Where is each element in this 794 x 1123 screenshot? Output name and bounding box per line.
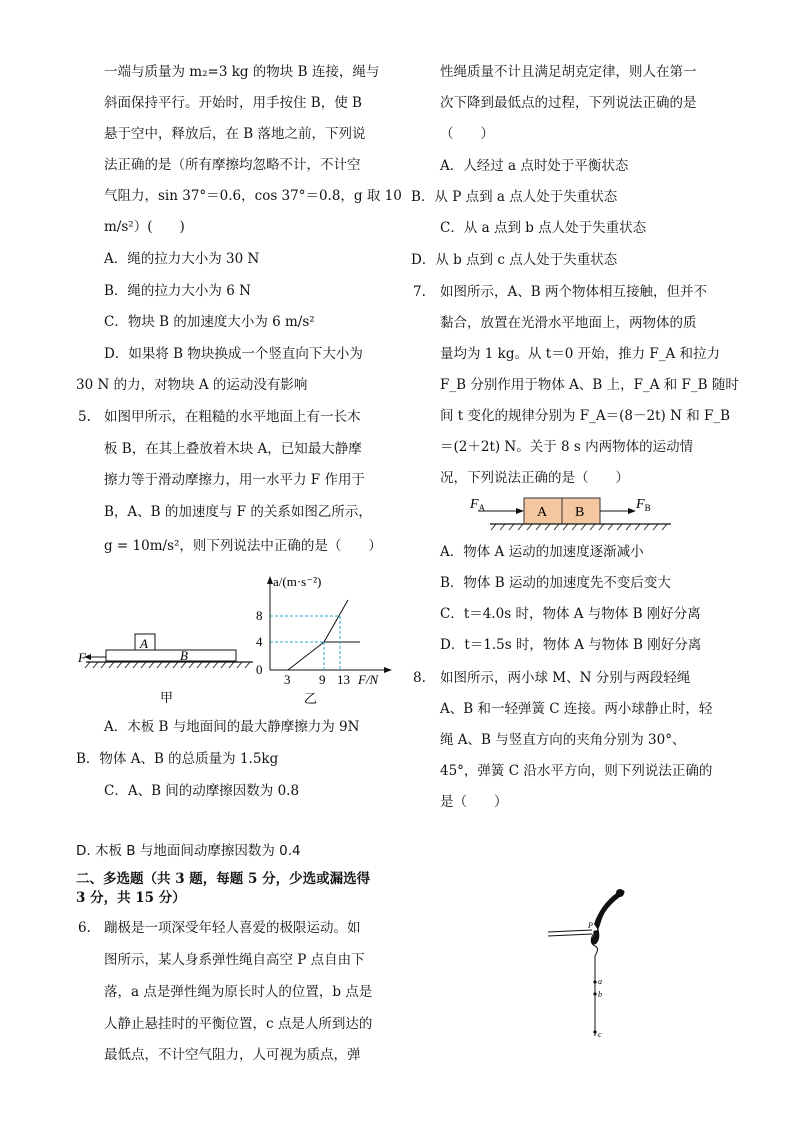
q7-option-b: B．物体 B 运动的加速度先不变后变大 [440,575,671,591]
board-b [106,648,236,663]
point-c-dot [593,1030,596,1033]
q5-option-d: D. 木板 B 与地面间动摩擦因数为 0.4 [76,843,301,859]
q5-line-5: g = 10m/s²，则下列说法中正确的是（ ） [104,538,382,554]
ground [85,662,253,668]
q4-line-6: m/s²）( ) [104,219,185,235]
q7-option-a: A．物体 A 运动的加速度逐渐减小 [440,544,644,560]
block-a-label: A [140,636,148,651]
dashed-guides [270,616,340,670]
q6-line-4: 人静止悬挂时的平衡位置，c 点是人所到达的 [104,1016,373,1032]
q5-line-2: 板 B，在其上叠放着木块 A，已知最大静摩 [104,441,362,457]
q8-line-4: 45°，弹簧 C 沿水平方向，则下列说法正确的 [440,763,713,779]
point-b-label: b [598,990,602,999]
q8-line-2: A、B 和一轻弹簧 C 连接。两小球静止时，轻 [440,701,713,717]
q6-line-1: 蹦极是一项深受年轻人喜爱的极限运动。如 [104,920,361,936]
q5-option-c: C．A、B 间的动摩擦因数为 0.8 [104,783,300,799]
bungee-figure [546,884,636,1044]
q7-line-4: F_B 分别作用于物体 A、B 上，F_A 和 F_B 随时 [440,377,739,393]
jumper-silhouette [591,889,624,945]
q4-option-d-cont: 30 N 的力，对物块 A 的运动没有影响 [76,377,308,393]
q6-option-a: A．人经过 a 点时处于平衡状态 [440,158,629,174]
q4-line-3: 悬于空中，释放后，在 B 落地之前，下列说 [104,126,366,142]
q6-cont-line-1: 性绳质量不计且满足胡克定律，则人在第一 [440,64,697,80]
q7-line-5: 间 t 变化的规律分别为 F_A＝(8－2t) N 和 F_B [440,408,731,424]
q8-line-3: 绳 A、B 与竖直方向的夹角分别为 30°、 [440,732,686,748]
point-a-dot [593,980,596,983]
force-f-label: F [78,650,86,665]
y-tick-8: 8 [256,608,263,623]
point-p-dot [593,930,596,933]
box-a-label: A [537,505,548,520]
q4-line-5: 气阻力，sin 37°＝0.6，cos 37°＝0.8，g 取 10 [104,188,402,204]
section-2-heading-line-1: 二、多选题（共 3 题，每题 5 分，少选或漏选得 [76,871,371,887]
q7-number: 7. [413,284,426,300]
q4-option-d: D．如果将 B 物块换成一个竖直向下大小为 [104,346,363,362]
q7-line-6: ＝(2＋2t) N。关于 8 s 内两物体的运动情 [440,439,694,455]
section-2-heading-line-2: 3 分，共 15 分） [76,890,186,906]
y-axis-label: a/(m·s⁻²) [273,574,322,589]
smooth-ground [490,524,671,530]
q8-line-5: 是（ ） [440,794,508,810]
q6-line-5: 最低点，不计空气阻力，人可视为质点，弹 [104,1047,361,1063]
q7-line-2: 黏合，放置在光滑水平地面上，两物体的质 [440,315,697,331]
force-fb-subscript: B [644,503,651,513]
point-c-label: c [598,1030,602,1039]
force-fb-arrow [600,497,651,514]
figure-jia [78,622,258,707]
q4-option-b: B．绳的拉力大小为 6 N [104,283,251,299]
q4-option-a: A．绳的拉力大小为 30 N [104,251,260,267]
q5-option-b: B．物体 A、B 的总质量为 1.5kg [76,751,279,767]
y-axis [267,576,273,670]
q6-cont-line-3: （ ） [440,126,494,142]
q5-line-1: 如图甲所示，在粗糙的水平地面上有一长木 [104,409,361,425]
q4-line-1: 一端与质量为 m₂=3 kg 的物块 B 连接，绳与 [104,64,380,80]
force-f-arrow [78,650,106,665]
platform-lines [548,930,592,936]
figure-jia-caption: 甲 [160,690,174,705]
box-b-label: B [575,505,585,520]
q4-line-4: 法正确的是（所有摩擦均忽略不计，不计空 [104,157,361,173]
q7-line-7: 况，下列说法正确的是（ ） [440,470,629,486]
point-p-label: P [588,921,593,930]
q6-option-d: D．从 b 点到 c 点人处于失重状态 [411,252,618,268]
q5-line-3: 擦力等于滑动摩擦力，用一水平力 F 作用于 [104,472,365,488]
q5-number: 5. [78,409,91,425]
q7-option-d: D．t＝1.5s 时，物体 A 与物体 B 刚好分离 [440,637,702,653]
q7-figure [466,492,686,534]
q7-line-1: 如图所示，A、B 两个物体相互接触，但并不 [440,284,707,300]
force-fa-label: $F_A$ [470,497,486,513]
q6-option-b: B．从 P 点到 a 点人处于失重状态 [411,189,618,205]
q8-line-1: 如图所示，两小球 M、N 分别与两段轻绳 [440,670,691,686]
q6-line-3: 落，a 点是弹性绳为原长时人的位置，b 点是 [104,984,373,1000]
q7-line-3: 量均为 1 kg。从 t＝0 开始，推力 F_A 和拉力 [440,346,721,362]
figure-yi-caption: 乙 [304,691,318,706]
q6-option-c: C．从 a 点到 b 点人处于失重状态 [440,220,647,236]
q7-option-c: C．t＝4.0s 时，物体 A 与物体 B 刚好分离 [440,606,701,622]
point-a-label: a [598,977,602,986]
elastic-cord [591,932,597,1036]
x-tick-13: 13 [337,672,350,687]
force-fb-label: $F_B$ [636,497,651,513]
x-tick-9: 9 [319,672,326,687]
y-tick-4: 4 [256,634,263,649]
y-tick-0: 0 [256,662,263,677]
x-tick-3: 3 [284,672,291,687]
q6-cont-line-2: 次下降到最低点的过程，下列说法正确的是 [440,95,697,111]
q4-line-2: 斜面保持平行。开始时，用手按住 B，使 B [104,95,362,111]
block-a [135,634,155,651]
q8-number: 8. [413,670,426,686]
point-b-dot [593,992,596,995]
q6-line-2: 图所示，某人身系弹性绳自高空 P 点自由下 [104,952,365,968]
q5-option-a: A．木板 B 与地面间的最大静摩擦力为 9N [104,719,360,735]
force-fa-arrow [469,497,524,514]
figure-yi [248,572,398,710]
q5-line-4: B，A、B 的加速度与 F 的关系如图乙所示， [104,504,372,520]
board-b-label: B [180,648,188,663]
force-fa-subscript: A [478,503,486,513]
q4-option-c: C．物块 B 的加速度大小为 6 m/s² [104,314,315,330]
x-axis-label: F/N [358,672,379,687]
q6-number: 6. [78,920,91,936]
